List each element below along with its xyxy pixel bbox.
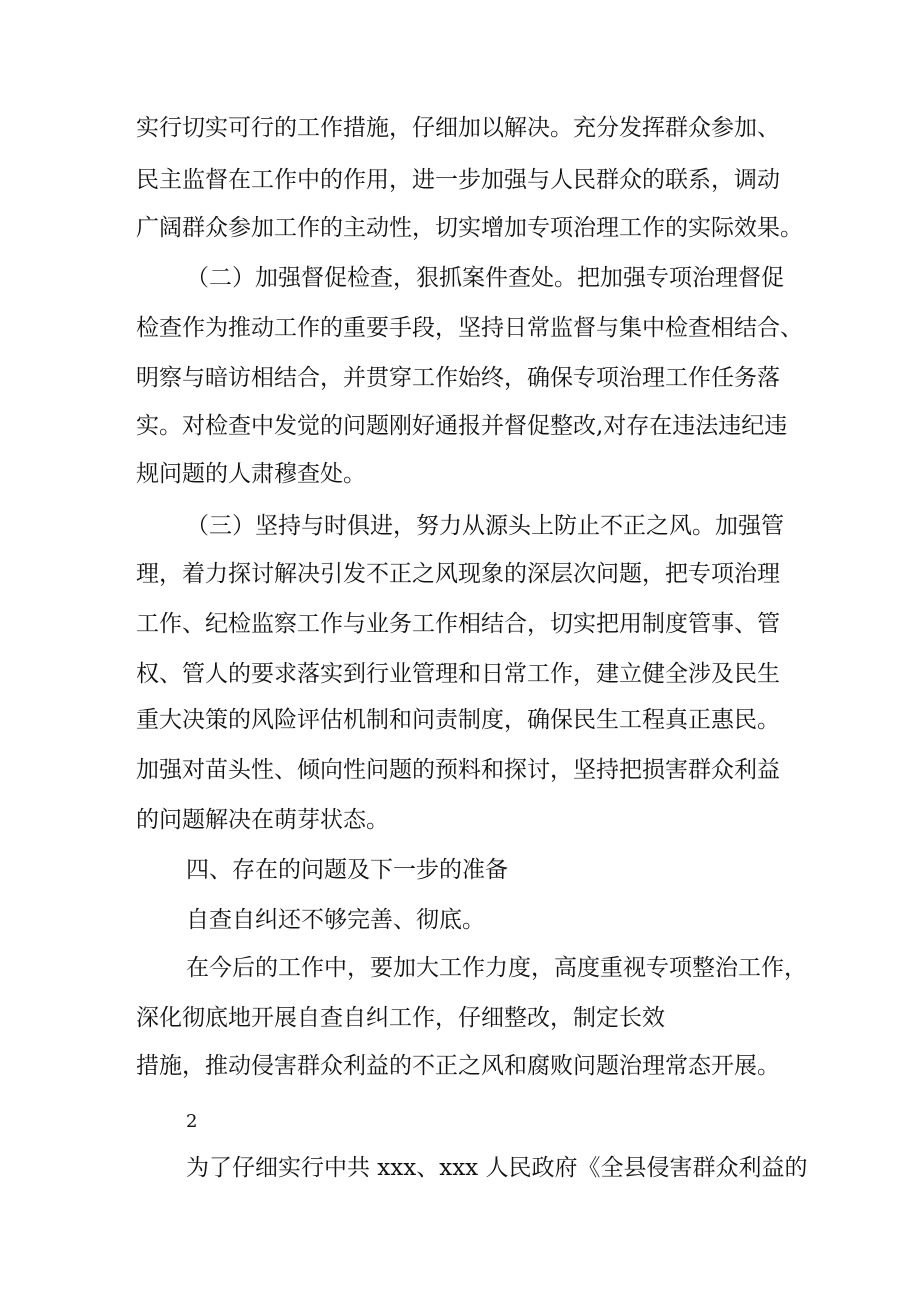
paragraph-line-12: 权、管人的要求落实到行业管理和日常工作，建立健全涉及民生 bbox=[136, 661, 780, 687]
paragraph-line-8: 规问题的人肃穆查处。 bbox=[136, 461, 366, 487]
paragraph-line-6: 明察与暗访相结合，并贯穿工作始终，确保专项治理工作任务落 bbox=[136, 365, 780, 391]
paragraph-line-7: 实。对检查中发觉的问题刚好通报并督促整改,对存在违法违纪违 bbox=[136, 413, 788, 439]
section-heading: 四、存在的问题及下一步的准备 bbox=[186, 857, 508, 883]
paragraph-line-19: 深化彻底地开展自查自纠工作，仔细整改，制定长效 bbox=[136, 1005, 665, 1031]
paragraph-line-18: 在今后的工作中，要加大工作力度，高度重视专项整治工作， bbox=[186, 955, 807, 981]
paragraph-line-9: （三）坚持与时俱进，努力从源头上防止不正之风。加强管 bbox=[186, 513, 784, 539]
paragraph-line-10: 理，着力探讨解决引发不正之风现象的深层次问题，把专项治理 bbox=[136, 561, 780, 587]
paragraph-line-5: 检查作为推动工作的重要手段，坚持日常监督与集中检查相结合、 bbox=[136, 315, 803, 341]
paragraph-line-4: （二）加强督促检查，狠抓案件查处。把加强专项治理督促 bbox=[186, 265, 784, 291]
paragraph-line-11: 工作、纪检监察工作与业务工作相结合，切实把用制度管事、管 bbox=[136, 611, 780, 637]
paragraph-line-15: 的问题解决在萌芽状态。 bbox=[136, 807, 389, 833]
paragraph-line-22: 为了仔细实行中共 xxx、xxx 人民政府《全县侵害群众利益的 bbox=[186, 1155, 808, 1181]
paragraph-line-20: 措施，推动侵害群众利益的不正之风和腐败问题治理常态开展。 bbox=[136, 1053, 780, 1079]
paragraph-line-14: 加强对苗头性、倾向性问题的预料和探讨，坚持把损害群众利益 bbox=[136, 757, 780, 783]
paragraph-line-2: 民主监督在工作中的作用，进一步加强与人民群众的联系，调动 bbox=[136, 167, 780, 193]
paragraph-line-3: 广阔群众参加工作的主动性，切实增加专项治理工作的实际效果。 bbox=[136, 215, 803, 241]
paragraph-line-1: 实行切实可行的工作措施，仔细加以解决。充分发挥群众参加、 bbox=[136, 115, 780, 141]
paragraph-line-13: 重大决策的风险评估机制和问责制度，确保民生工程真正惠民。 bbox=[136, 707, 780, 733]
paragraph-line-17: 自查自纠还不够完善、彻底。 bbox=[186, 907, 485, 933]
page-number: 2 bbox=[186, 1111, 198, 1132]
